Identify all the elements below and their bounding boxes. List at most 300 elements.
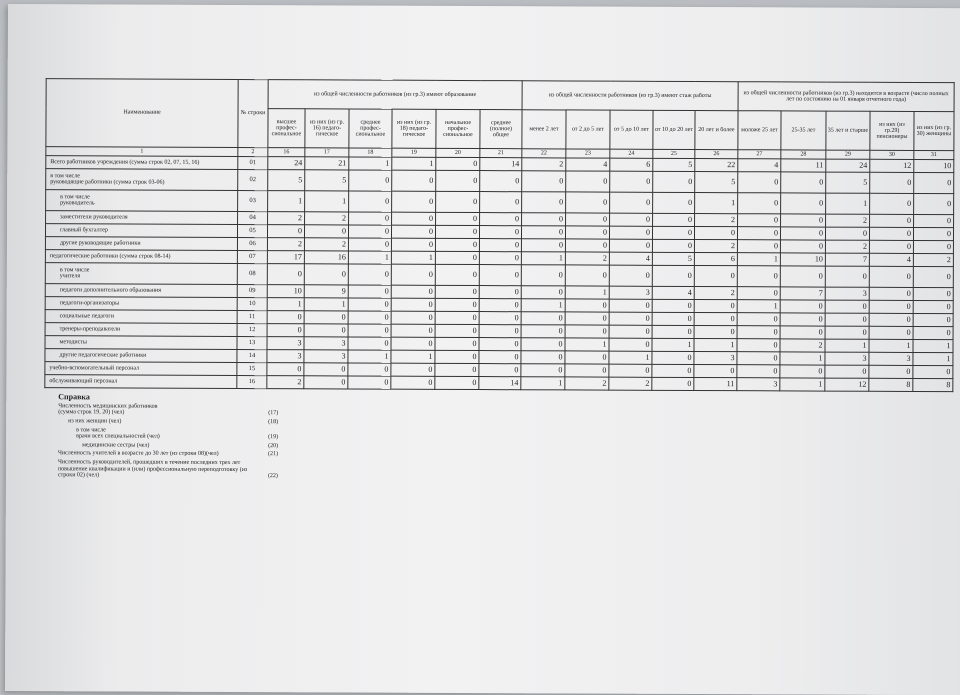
cell-value: 0 [479,325,521,338]
row-code: 11 [237,311,267,324]
cell-value: 1 [521,252,565,265]
row-name: обслуживающий персонал [45,375,237,389]
cell-value: 0 [480,192,522,213]
cell-value: 0 [479,265,521,286]
row-code: 16 [237,376,267,389]
row-code: 09 [237,285,267,298]
cell-value: 0 [304,324,348,337]
cell-value: 1 [695,192,738,213]
cell-value: 0 [869,300,913,313]
cell-value: 0 [653,192,695,213]
cell-value: 0 [349,170,392,191]
reference-line [58,418,278,426]
cell-value: 0 [267,225,304,238]
cell-value: 7 [825,253,869,266]
cell-value: 0 [435,350,479,363]
cell-value: 0 [267,363,304,376]
cell-value: 11 [781,159,826,172]
cell-value: 0 [436,191,480,212]
cell-value: 0 [521,226,565,239]
row-name: в том числе учителя [45,263,237,285]
cell-value: 0 [479,351,521,364]
cell-value: 9 [304,285,348,298]
cell-value: 0 [609,299,652,312]
cell-value: 0 [479,239,521,252]
cell-value: 0 [913,227,953,240]
row-code: 12 [237,324,267,337]
header-row-number: № строки [238,80,268,148]
cell-value: 0 [304,264,348,285]
cell-value: 11 [694,377,737,390]
cell-value: 0 [391,298,435,311]
cell-value: 0 [392,191,436,212]
cell-value: 0 [652,325,694,338]
cell-value: 0 [435,298,479,311]
cell-value: 0 [436,170,480,191]
cell-value: 0 [522,213,566,226]
cell-value: 3 [304,350,348,363]
cell-value: 0 [780,240,825,253]
cell-value: 3 [694,351,737,364]
cell-value: 0 [825,365,869,378]
cell-value: 0 [521,351,565,364]
cell-value: 1 [521,377,565,390]
cell-value: 0 [521,265,565,286]
column-number: 24 [610,149,653,158]
cell-value: 24 [826,159,870,172]
cell-value: 0 [652,377,694,390]
cell-value: 0 [391,363,435,376]
reference-line-number: (18) [268,419,279,426]
cell-value: 0 [304,311,348,324]
cell-value: 0 [304,376,348,389]
cell-value: 2 [267,238,304,251]
reference-lines [58,403,278,480]
cell-value: 0 [348,324,391,337]
cell-value: 0 [435,324,479,337]
cell-value: 0 [694,364,737,377]
row-name: тренеры-преподаватели [45,323,237,337]
cell-value: 0 [737,266,780,287]
cell-value: 0 [738,214,781,227]
cell-value: 14 [480,158,522,171]
column-number: 26 [695,149,738,158]
cell-value: 0 [565,299,609,312]
cell-value: 2 [522,158,566,171]
cell-value: 22 [695,158,738,171]
column-number: 1 [46,147,238,157]
row-code: 15 [237,363,267,376]
cell-value: 0 [348,238,391,251]
cell-value: 0 [392,212,436,225]
cell-value: 8 [869,378,913,391]
cell-value: 0 [610,171,653,192]
cell-value: 3 [869,352,913,365]
cell-value: 0 [479,312,521,325]
cell-value: 0 [479,252,521,265]
reference-line [58,451,278,459]
cell-value: 0 [349,191,392,212]
cell-value: 0 [521,364,565,377]
cell-value: 6 [610,158,653,171]
cell-value: 0 [348,264,391,285]
row-name: в том числе руководитель [46,190,238,212]
cell-value: 0 [869,326,913,339]
cell-value: 5 [826,172,870,193]
cell-value: 0 [479,286,521,299]
cell-value: 5 [695,171,738,192]
cell-value: 0 [825,313,869,326]
cell-value: 0 [737,352,780,365]
row-name: педагогические работники (сумма строк 08-14) [45,250,237,264]
column-number: 27 [738,150,781,159]
cell-value: 0 [869,227,913,240]
header-age-4: из них (из гр. 30) женщины [914,111,954,150]
cell-value: 0 [566,171,610,192]
cell-value: 0 [435,363,479,376]
row-name: в том числе руководящие работники (сумма строк 03-06) [46,169,238,191]
cell-value: 0 [870,172,914,193]
cell-value: 1 [391,350,435,363]
reference-line-text: Численность медицинских работников (сумма строк 19, 20) (чел) [58,403,158,416]
cell-value: 0 [652,312,694,325]
cell-value: 0 [609,226,652,239]
cell-value: 21 [305,157,349,170]
header-edu-4: начальное профес-сиональное [436,109,480,148]
cell-value: 24 [268,157,305,170]
cell-value: 0 [348,311,391,324]
cell-value: 0 [565,226,609,239]
cell-value: 3 [825,287,869,300]
cell-value: 1 [267,298,304,311]
cell-value: 0 [521,239,565,252]
cell-value: 0 [737,240,780,253]
cell-value: 0 [521,286,565,299]
staff-table [44,78,954,392]
cell-value: 0 [566,213,610,226]
cell-value: 1 [268,191,305,212]
cell-value: 0 [391,376,435,389]
header-edu-0: высшее профес-сиональное [268,109,305,148]
cell-value: 0 [694,325,737,338]
cell-value: 0 [652,239,694,252]
cell-value: 4 [566,158,610,171]
cell-value: 0 [781,214,826,227]
cell-value: 10 [914,159,954,172]
reference-section [58,393,278,482]
cell-value: 2 [825,240,869,253]
cell-value: 0 [565,239,609,252]
cell-value: 0 [267,311,304,324]
cell-value: 5 [268,170,305,191]
cell-value: 0 [694,226,737,239]
cell-value: 1 [913,339,953,352]
column-number: 25 [653,149,695,158]
cell-value: 2 [304,238,348,251]
cell-value: 0 [566,192,610,213]
cell-value: 2 [305,212,349,225]
header-edu-2: среднее профес-сиональное [349,109,392,148]
cell-value: 0 [913,287,953,300]
cell-value: 2 [826,214,870,227]
cell-value: 4 [609,252,652,265]
cell-value: 0 [479,338,521,351]
reference-line [58,459,278,480]
cell-value: 4 [652,286,694,299]
cell-value: 0 [869,266,913,287]
row-name: другие руководящие работники [45,237,237,251]
cell-value: 0 [348,225,391,238]
cell-value: 0 [267,264,304,285]
header-age-1: 25-35 лет [781,111,826,150]
cell-value: 1 [737,300,780,313]
cell-value: 0 [652,226,694,239]
header-experience-group: из общей численности работников (из гр.3) имеют стаж работы [522,81,738,111]
row-code: 08 [237,264,267,285]
reference-line-number: (17) [268,410,279,417]
cell-value: 0 [609,338,652,351]
cell-value: 2 [780,339,825,352]
cell-value: 0 [737,339,780,352]
cell-value: 0 [610,213,653,226]
cell-value: 2 [268,212,305,225]
cell-value: 0 [780,266,825,287]
cell-value: 4 [738,159,781,172]
cell-value: 0 [869,240,913,253]
cell-value: 0 [825,227,869,240]
cell-value: 0 [480,171,522,192]
row-code: 05 [237,225,267,238]
cell-value: 0 [391,311,435,324]
cell-value: 0 [348,337,391,350]
cell-value: 0 [780,365,825,378]
cell-value: 0 [435,311,479,324]
cell-value: 1 [826,193,870,214]
cell-value: 0 [780,300,825,313]
cell-value: 0 [391,238,435,251]
column-number: 31 [914,150,954,159]
cell-value: 0 [304,225,348,238]
cell-value: 1 [521,299,565,312]
row-code: 06 [237,238,267,251]
row-code: 10 [237,298,267,311]
cell-value: 2 [695,213,738,226]
cell-value: 0 [479,364,521,377]
cell-value: 0 [391,285,435,298]
reference-line [58,403,278,417]
cell-value: 0 [348,363,391,376]
row-code: 01 [238,157,268,170]
row-name: педагоги-организаторы [45,297,237,311]
cell-value: 1 [391,251,435,264]
cell-value: 0 [392,170,436,191]
cell-value: 3 [304,337,348,350]
cell-value: 0 [737,287,780,300]
cell-value: 0 [914,172,954,193]
cell-value: 0 [869,365,913,378]
header-exp-1: от 2 до 5 лет [566,110,610,149]
row-code: 02 [238,170,268,191]
cell-value: 0 [694,312,737,325]
column-number: 16 [268,148,305,157]
header-exp-4: 20 лет и более [695,110,738,149]
cell-value: 0 [609,239,652,252]
cell-value: 0 [652,364,694,377]
reference-line [58,427,278,441]
cell-value: 0 [435,238,479,251]
cell-value: 16 [304,251,348,264]
reference-line-number: (19) [268,434,279,441]
header-age-3: из них (из гр.29) пенсионеры [870,111,914,150]
cell-value: 0 [780,227,825,240]
cell-value: 0 [780,313,825,326]
cell-value: 0 [436,212,480,225]
column-number: 28 [781,150,826,159]
cell-value: 4 [869,253,913,266]
cell-value: 0 [780,326,825,339]
cell-value: 0 [913,313,953,326]
cell-value: 10 [780,253,825,266]
cell-value: 0 [435,251,479,264]
scanned-page [5,4,960,695]
column-number: 17 [305,148,349,157]
cell-value: 1 [565,286,609,299]
cell-value: 0 [435,337,479,350]
cell-value: 0 [781,193,826,214]
cell-value: 0 [914,214,954,227]
cell-value: 1 [392,157,436,170]
cell-value: 0 [738,193,781,214]
row-name: методисты [45,336,237,350]
cell-value: 1 [652,338,694,351]
cell-value: 0 [435,225,479,238]
row-name: учебно-вспомогательный персонал [45,362,237,376]
cell-value: 2 [913,253,953,266]
cell-value: 5 [652,252,694,265]
column-number: 22 [522,149,566,158]
cell-value: 0 [267,324,304,337]
row-code: 07 [237,251,267,264]
column-number: 18 [349,148,392,157]
cell-value: 2 [694,239,737,252]
cell-value: 0 [652,265,694,286]
row-code: 03 [238,191,268,212]
cell-value: 0 [565,265,609,286]
cell-value: 0 [870,193,914,214]
cell-value: 1 [825,339,869,352]
cell-value: 0 [609,325,652,338]
cell-value: 3 [825,352,869,365]
cell-value: 0 [348,376,391,389]
cell-value: 0 [304,363,348,376]
cell-value: 0 [653,171,695,192]
row-name: другие педагогические работники [45,349,237,363]
reference-title: Справка [58,392,90,402]
cell-value: 17 [267,251,304,264]
cell-value: 3 [609,286,652,299]
header-age-2: 35 лет и старше [826,111,870,150]
cell-value: 1 [780,352,825,365]
cell-value: 1 [869,339,913,352]
cell-value: 1 [780,378,825,391]
cell-value: 0 [565,312,609,325]
header-exp-0: менее 2 лет [522,110,566,149]
cell-value: 0 [913,300,953,313]
cell-value: 1 [305,191,349,212]
reference-line-number: (22) [267,473,278,480]
cell-value: 1 [737,253,780,266]
cell-value: 0 [737,313,780,326]
cell-value: 2 [565,252,609,265]
row-name: Всего работников учреждения (сумма строк 02, 07, 15, 16) [46,156,238,170]
cell-value: 0 [825,300,869,313]
cell-value: 3 [267,350,304,363]
row-code: 14 [237,350,267,363]
cell-value: 0 [913,326,953,339]
cell-value: 0 [653,213,695,226]
header-exp-2: от 5 до 10 лет [610,110,653,149]
cell-value: 0 [480,213,522,226]
cell-value: 0 [869,313,913,326]
header-age-0: моложе 25 лет [738,111,781,150]
reference-line-number: (21) [268,451,279,458]
cell-value: 0 [521,338,565,351]
cell-value: 1 [348,350,391,363]
reference-line [58,442,278,450]
cell-value: 1 [609,351,652,364]
cell-value: 0 [737,227,780,240]
cell-value: 0 [652,299,694,312]
cell-value: 0 [391,337,435,350]
cell-value: 2 [609,377,652,390]
cell-value: 10 [267,285,304,298]
cell-value: 0 [565,364,609,377]
cell-value: 0 [349,212,392,225]
row-code: 13 [237,337,267,350]
cell-value: 0 [391,225,435,238]
cell-value: 0 [610,192,653,213]
cell-value: 0 [737,365,780,378]
cell-value: 6 [694,252,737,265]
row-name: педагоги дополнительного образования [45,284,237,298]
reference-line-text: Численность учителей в возрасте до 30 лет (из строки 08)(чел) [58,450,219,458]
cell-value: 12 [825,378,869,391]
cell-value: 7 [780,287,825,300]
cell-value: 2 [565,377,609,390]
cell-value: 1 [694,338,737,351]
column-number: 2 [238,148,268,157]
cell-value: 0 [609,312,652,325]
cell-value: 0 [609,364,652,377]
table-row [45,375,953,392]
cell-value: 0 [435,264,479,285]
cell-value: 0 [914,193,954,214]
cell-value: 0 [565,325,609,338]
cell-value: 0 [479,226,521,239]
cell-value: 0 [738,172,781,193]
row-name: социальные педагоги [45,310,237,324]
cell-value: 8 [913,378,953,391]
reference-line-text: Численность руководителей, прошедших в течение последних трех лет повышение квалификации и (или) профессиональную переподготовку (из строки 02) (чел) [57,459,248,479]
cell-value: 3 [737,378,780,391]
cell-value: 1 [913,352,953,365]
reference-line-text: медицинские сестры (чел) [82,442,150,449]
cell-value: 2 [267,376,304,389]
row-code: 04 [238,212,268,225]
header-education-group: из общей численности работников (из гр.3) имеют образование [268,80,522,110]
cell-value: 0 [913,240,953,253]
reference-line-text: в том числе врачи всех специальностей (чел) [76,426,160,440]
